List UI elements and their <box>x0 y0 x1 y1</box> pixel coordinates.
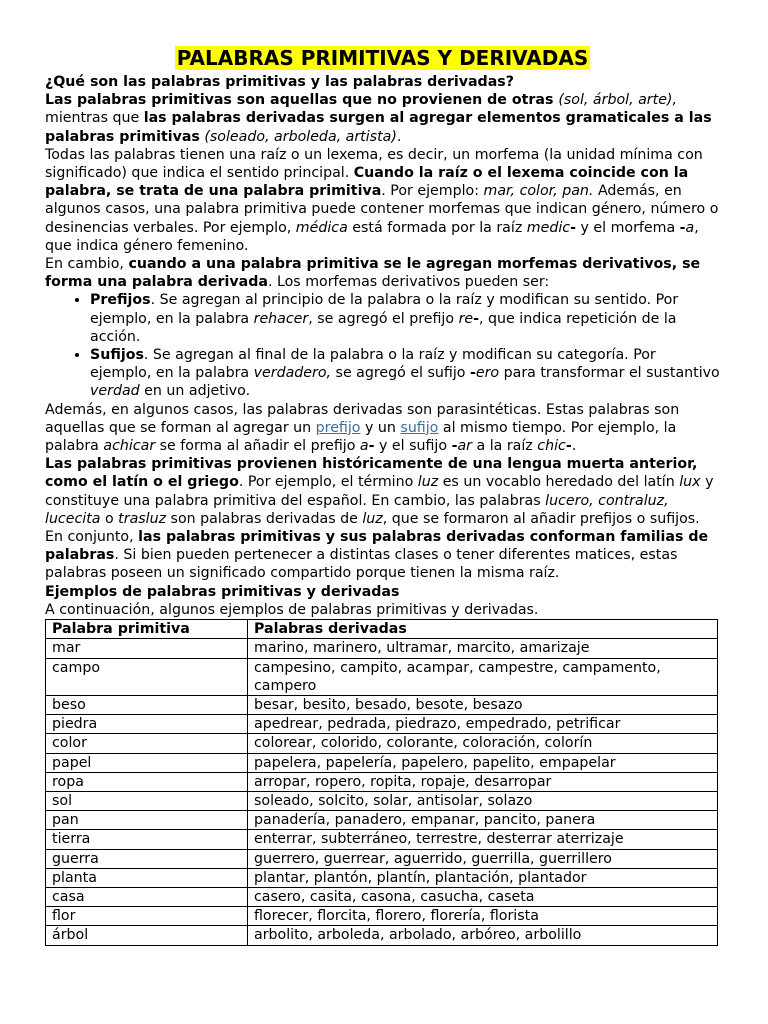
table-row <box>46 658 718 695</box>
cell-primitive-word: pan <box>46 811 248 830</box>
examples-table <box>45 619 718 945</box>
cell-derived-words: besar, besito, besado, besote, besazo <box>248 695 718 714</box>
table-row <box>46 715 718 734</box>
cell-derived-words: arropar, ropero, ropita, ropaje, desarropar <box>248 772 718 791</box>
page-title: PALABRAS PRIMITIVAS Y DERIVADAS <box>176 46 589 70</box>
cell-derived-words: plantar, plantón, plantín, plantación, plantador <box>248 868 718 887</box>
cell-derived-words: guerrero, guerrear, aguerrido, guerrilla, guerrillero <box>248 849 718 868</box>
table-row <box>46 926 718 945</box>
cell-primitive-word: mar <box>46 639 248 658</box>
header-primitiva: Palabra primitiva <box>46 620 248 639</box>
table-row <box>46 907 718 926</box>
table-row <box>46 811 718 830</box>
table-header-row <box>46 620 718 639</box>
paragraph-2: Todas las palabras tienen una raíz o un lexema, es decir, un morfema (la unidad mínima con significado) que indica el sentido principal. Cuando la raíz o el lexema coincide con la palabra, se trata de una palabra primitiva. Por ejemplo: mar, color, pan. Además, en algunos casos, una palabra primitiva puede contener morfemas que indican género, número o desinencias verbales. Por ejemplo, médica está formada por la raíz medic- y el morfema -a, que indica género femenino. <box>45 146 719 254</box>
cell-derived-words: campesino, campito, acampar, campestre, campamento, campero <box>248 658 718 695</box>
cell-derived-words: apedrear, pedrada, piedrazo, empedrado, petrificar <box>248 715 718 734</box>
table-row <box>46 791 718 810</box>
paragraph-4: Además, en algunos casos, las palabras derivadas son parasintéticas. Estas palabras son aquellas que se forman al agregar un prefijo y un sufijo al mismo tiempo. Por ejemplo, la palabra achicar se forma al añadir el prefijo a- y el sufijo -ar a la raíz chic-. <box>45 401 680 455</box>
cell-primitive-word: flor <box>46 907 248 926</box>
table-row <box>46 830 718 849</box>
table-row <box>46 734 718 753</box>
table-row <box>46 753 718 772</box>
list-item-prefijos: • Prefijos. Se agregan al principio de la palabra o la raíz y modifican su sentido. Por ejemplo, en la palabra rehacer, se agregó el prefijo re-, que indica repetición de la acción. <box>90 291 720 346</box>
prefijo-link[interactable]: prefijo <box>315 419 361 436</box>
cell-derived-words: casero, casita, casona, casucha, caseta <box>248 887 718 906</box>
list-item-sufijos: • Sufijos. Se agregan al final de la palabra o la raíz y modifican su categoría. Por ejemplo, en la palabra verdadero, se agregó el sufijo -ero para transformar el sustantivo verdad en un adjetivo. <box>90 346 720 401</box>
cell-primitive-word: guerra <box>46 849 248 868</box>
morpheme-list <box>45 291 720 400</box>
cell-primitive-word: color <box>46 734 248 753</box>
cell-primitive-word: ropa <box>46 772 248 791</box>
cell-primitive-word: campo <box>46 658 248 695</box>
table-row <box>46 772 718 791</box>
table-row <box>46 887 718 906</box>
cell-primitive-word: tierra <box>46 830 248 849</box>
cell-primitive-word: beso <box>46 695 248 714</box>
table-row <box>46 868 718 887</box>
paragraph-3: En cambio, cuando a una palabra primitiva se le agregan morfemas derivativos, se forma una palabra derivada. Los morfemas derivativos pueden ser: <box>45 256 701 291</box>
cell-derived-words: soleado, solcito, solar, antisolar, solazo <box>248 791 718 810</box>
cell-derived-words: colorear, colorido, colorante, coloración, colorín <box>248 734 718 753</box>
paragraph-1: Las palabras primitivas son aquellas que no provienen de otras (sol, árbol, arte), mientras que las palabras derivadas surgen al agregar elementos gramaticales a las palabras primitivas (soleado, arboleda, artista). <box>45 92 712 145</box>
question-heading: ¿Qué son las palabras primitivas y las palabras derivadas? <box>45 74 514 90</box>
table-row <box>46 639 718 658</box>
header-derivadas: Palabras derivadas <box>248 620 718 639</box>
cell-derived-words: papelera, papelería, papelero, papelito, empapelar <box>248 753 718 772</box>
section-subtitle: Ejemplos de palabras primitivas y derivadas <box>45 583 400 600</box>
cell-primitive-word: piedra <box>46 715 248 734</box>
cell-derived-words: florecer, florcita, florero, florería, florista <box>248 907 718 926</box>
cell-derived-words: arbolito, arboleda, arbolado, arbóreo, arbolillo <box>248 926 718 945</box>
document-page <box>45 44 720 946</box>
table-row <box>46 695 718 714</box>
cell-derived-words: marino, marinero, ultramar, marcito, amarizaje <box>248 639 718 658</box>
sufijo-link[interactable]: sufijo <box>400 419 439 436</box>
cell-primitive-word: casa <box>46 887 248 906</box>
cell-primitive-word: árbol <box>46 926 248 945</box>
cell-derived-words: enterrar, subterráneo, terrestre, desterrar aterrizaje <box>248 830 718 849</box>
table-row <box>46 849 718 868</box>
paragraph-5: Las palabras primitivas provienen históricamente de una lengua muerta anterior, como el latín o el griego. Por ejemplo, el término luz es un vocablo heredado del latín lux y constituye una palabra primitiva del español. En cambio, las palabras lucero, contraluz, lucecita o trasluz son palabras derivadas de luz, que se formaron al añadir prefijos o sufijos. <box>45 456 714 527</box>
cell-primitive-word: sol <box>46 791 248 810</box>
paragraph-6: En conjunto, las palabras primitivas y sus palabras derivadas conforman familias de palabras. Si bien pueden pertenecer a distintas clases o tener diferentes matices, estas palabras poseen un significado compartido porque tienen la misma raíz. <box>45 529 709 582</box>
cell-primitive-word: papel <box>46 753 248 772</box>
cell-primitive-word: planta <box>46 868 248 887</box>
cell-derived-words: panadería, panadero, empanar, pancito, panera <box>248 811 718 830</box>
table-intro: A continuación, algunos ejemplos de palabras primitivas y derivadas. <box>45 601 539 618</box>
